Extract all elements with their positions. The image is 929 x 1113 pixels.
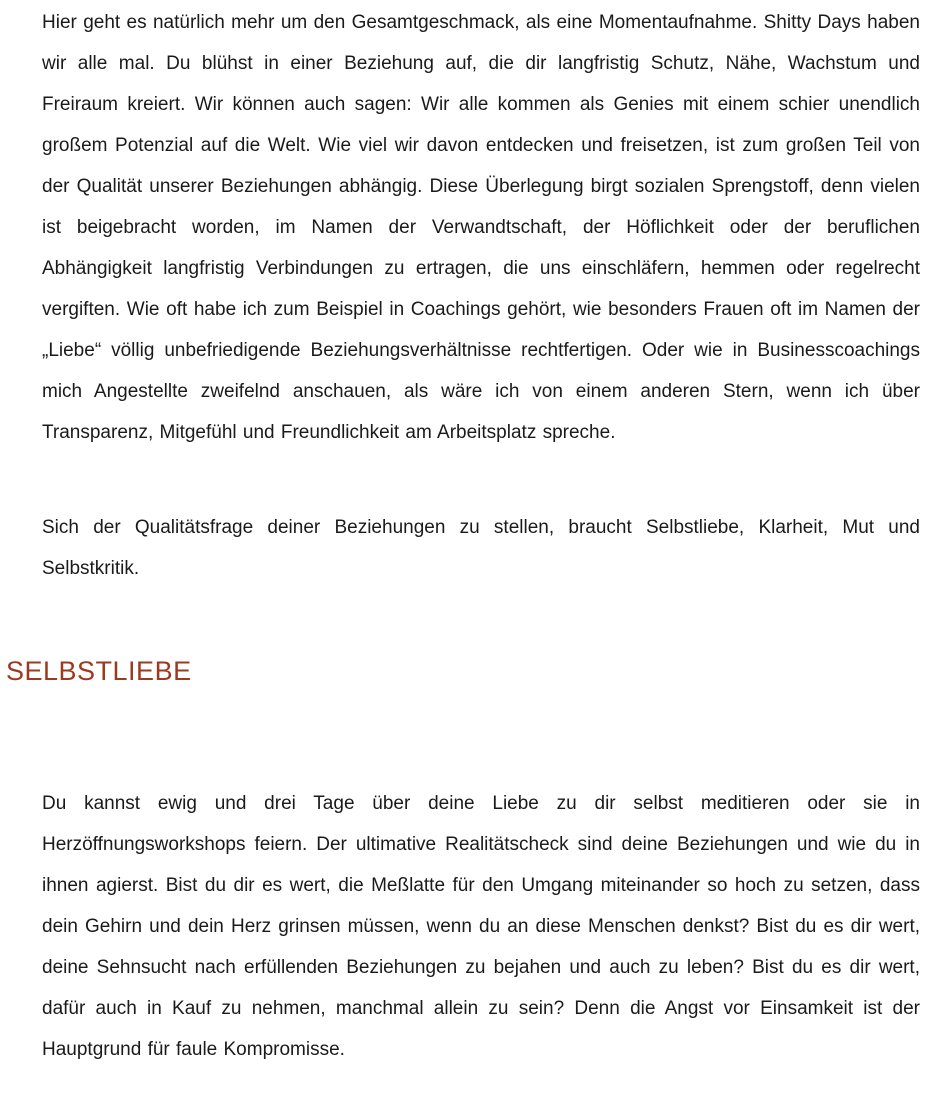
paragraph-self-love: Du kannst ewig und drei Tage über deine Liebe zu dir selbst meditieren oder sie in Herzöffnungsworkshops feiern. Der ultimative Realitätscheck sind deine Beziehungen und wie du in ihnen agierst. Bist du dir es wert, die Meßlatte für den Umgang miteinander so hoch zu setzen, dass dein Gehirn und dein Herz grinsen müssen, wenn du an diese Menschen denkst? Bist du es dir wert, deine Sehnsucht nach erfüllenden Beziehungen zu bejahen und auch zu leben? Bist du es dir wert, dafür auch in Kauf zu nehmen, manchmal allein zu sein? Denn die Angst vor Einsamkeit ist der Hauptgrund für faule Kompromisse. bbox=[42, 793, 920, 1060]
section-heading: SELBSTLIEBE bbox=[6, 656, 192, 686]
paragraph-relationships: Hier geht es natürlich mehr um den Gesamtgeschmack, als eine Momentaufnahme. Shitty Days haben wir alle mal. Du blühst in einer Beziehung auf, die dir langfristig Schutz, Nähe, Wachstum und Freiraum kreiert. Wir können auch sagen: Wir alle kommen als Genies mit einem schier unendlich großem Potenzial auf die Welt. Wie viel wir davon entdecken und freisetzen, ist zum großen Teil von der Qualität unserer Beziehungen abhängig. Diese Überlegung birgt sozialen Sprengstoff, denn vielen ist beigebracht worden, im Namen der Verwandtschaft, der Höflichkeit oder der beruflichen Abhängigkeit langfristig Verbindungen zu ertragen, die uns einschläfern, hemmen oder regelrecht vergiften. Wie oft habe ich zum Beispiel in Coachings gehört, wie besonders Frauen oft im Namen der „Liebe“ völlig unbefriedigende Beziehungsverhältnisse rechtfertigen. Oder wie in Businesscoachings mich Angestellte zweifelnd anschauen, als wäre ich von einem anderen Stern, wenn ich über Transparenz, Mitgefühl und Freundlichkeit am Arbeitsplatz spreche. bbox=[42, 12, 920, 443]
paragraph-quality-question: Sich der Qualitätsfrage deiner Beziehungen zu stellen, braucht Selbstliebe, Klarheit, Mut und Selbstkritik. bbox=[42, 517, 920, 579]
